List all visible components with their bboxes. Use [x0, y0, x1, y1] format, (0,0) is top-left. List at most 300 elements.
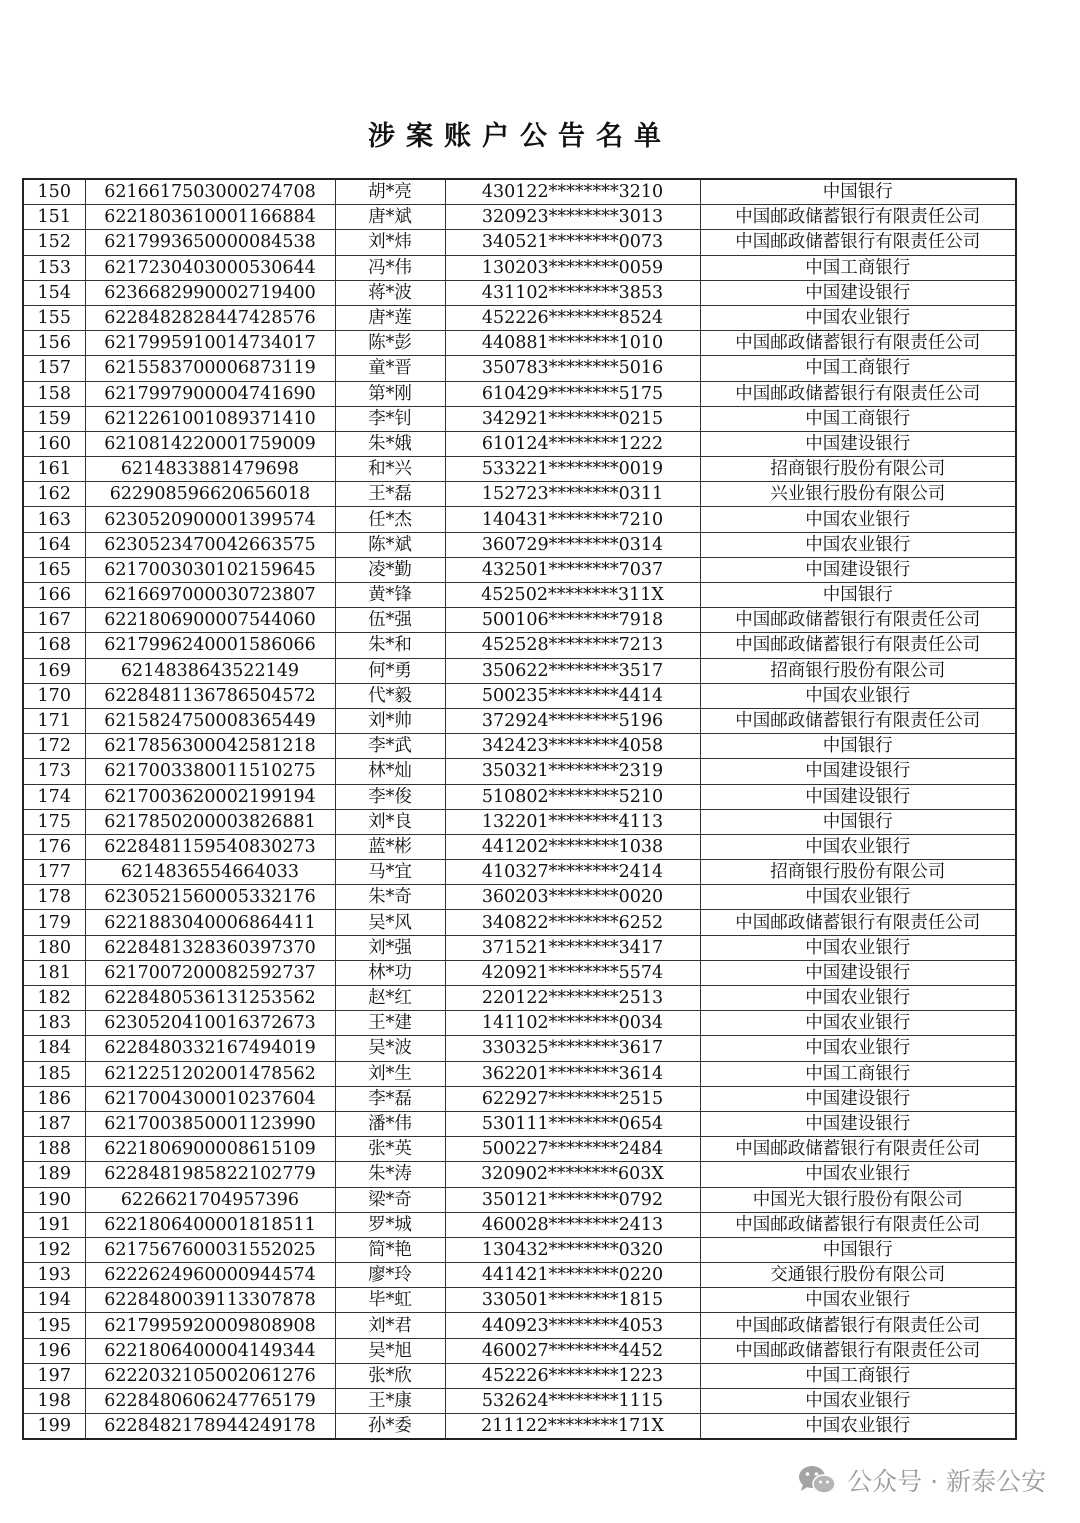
holder-name: 唐*莲	[335, 305, 445, 330]
holder-name: 唐*斌	[335, 205, 445, 230]
row-number: 176	[23, 834, 85, 859]
id-number: 372924********5196	[445, 708, 700, 733]
table-row	[23, 1061, 1016, 1086]
holder-name: 朱*和	[335, 633, 445, 658]
id-number: 360729********0314	[445, 532, 700, 557]
holder-name: 任*杰	[335, 507, 445, 532]
watermark	[797, 1460, 1046, 1500]
row-number: 159	[23, 406, 85, 431]
account-number: 6230520900001399574	[85, 507, 335, 532]
holder-name: 马*宜	[335, 860, 445, 885]
bank-name: 中国建设银行	[700, 1111, 1016, 1136]
table-row	[23, 280, 1016, 305]
bank-name: 中国邮政储蓄银行有限责任公司	[700, 608, 1016, 633]
account-number: 6217567600031552025	[85, 1237, 335, 1262]
holder-name: 简*艳	[335, 1237, 445, 1262]
row-number: 194	[23, 1288, 85, 1313]
id-number: 330325********3617	[445, 1036, 700, 1061]
id-number: 610124********1222	[445, 431, 700, 456]
id-number: 452528********7213	[445, 633, 700, 658]
bank-name: 中国农业银行	[700, 507, 1016, 532]
table-row	[23, 1263, 1016, 1288]
account-number: 6217004300010237604	[85, 1086, 335, 1111]
table-row	[23, 457, 1016, 482]
table-row	[23, 482, 1016, 507]
table-row	[23, 381, 1016, 406]
bank-name: 中国建设银行	[700, 280, 1016, 305]
bank-name: 中国建设银行	[700, 431, 1016, 456]
bank-name: 交通银行股份有限公司	[700, 1263, 1016, 1288]
holder-name: 潘*伟	[335, 1111, 445, 1136]
id-number: 130203********0059	[445, 255, 700, 280]
id-number: 132201********4113	[445, 809, 700, 834]
id-number: 342423********4058	[445, 734, 700, 759]
bank-name: 中国工商银行	[700, 1363, 1016, 1388]
id-number: 340822********6252	[445, 910, 700, 935]
row-number: 152	[23, 230, 85, 255]
holder-name: 朱*娥	[335, 431, 445, 456]
account-number: 6228481985822102779	[85, 1162, 335, 1187]
bank-name: 中国银行	[700, 179, 1016, 205]
holder-name: 林*功	[335, 960, 445, 985]
table-row	[23, 1137, 1016, 1162]
holder-name: 吴*旭	[335, 1338, 445, 1363]
account-number: 622908596620656018	[85, 482, 335, 507]
account-number: 6228480536131253562	[85, 986, 335, 1011]
id-number: 320902********603X	[445, 1162, 700, 1187]
bank-name: 中国建设银行	[700, 784, 1016, 809]
row-number: 155	[23, 305, 85, 330]
bank-name: 中国邮政储蓄银行有限责任公司	[700, 1212, 1016, 1237]
table-row	[23, 834, 1016, 859]
bank-name: 中国农业银行	[700, 1288, 1016, 1313]
account-number: 6217995920009808908	[85, 1313, 335, 1338]
id-number: 432501********7037	[445, 557, 700, 582]
table-row	[23, 885, 1016, 910]
row-number: 162	[23, 482, 85, 507]
bank-name: 中国农业银行	[700, 1011, 1016, 1036]
account-number: 6214836554664033	[85, 860, 335, 885]
bank-name: 招商银行股份有限公司	[700, 860, 1016, 885]
table-row	[23, 532, 1016, 557]
row-number: 174	[23, 784, 85, 809]
bank-name: 中国农业银行	[700, 532, 1016, 557]
row-number: 153	[23, 255, 85, 280]
table-row	[23, 1338, 1016, 1363]
bank-name: 中国工商银行	[700, 356, 1016, 381]
row-number: 157	[23, 356, 85, 381]
account-number: 6222624960000944574	[85, 1263, 335, 1288]
account-number: 6217996240001586066	[85, 633, 335, 658]
row-number: 150	[23, 179, 85, 205]
account-number: 6210814220001759009	[85, 431, 335, 456]
row-number: 195	[23, 1313, 85, 1338]
table-row	[23, 1313, 1016, 1338]
account-number: 6228482828447428576	[85, 305, 335, 330]
account-number: 6217230403000530644	[85, 255, 335, 280]
table-row	[23, 179, 1016, 205]
account-number: 6216697000030723807	[85, 583, 335, 608]
table-row	[23, 1288, 1016, 1313]
holder-name: 林*灿	[335, 759, 445, 784]
table-row	[23, 331, 1016, 356]
row-number: 180	[23, 935, 85, 960]
row-number: 158	[23, 381, 85, 406]
id-number: 510802********5210	[445, 784, 700, 809]
bank-name: 中国农业银行	[700, 935, 1016, 960]
account-number: 6217856300042581218	[85, 734, 335, 759]
account-number: 6226621704957396	[85, 1187, 335, 1212]
id-number: 362201********3614	[445, 1061, 700, 1086]
account-number: 6221883040006864411	[85, 910, 335, 935]
id-number: 440881********1010	[445, 331, 700, 356]
holder-name: 朱*涛	[335, 1162, 445, 1187]
bank-name: 中国邮政储蓄银行有限责任公司	[700, 205, 1016, 230]
id-number: 130432********0320	[445, 1237, 700, 1262]
holder-name: 刘*炜	[335, 230, 445, 255]
holder-name: 李*磊	[335, 1086, 445, 1111]
table-row	[23, 633, 1016, 658]
row-number: 168	[23, 633, 85, 658]
bank-name: 中国农业银行	[700, 885, 1016, 910]
bank-name: 中国建设银行	[700, 1086, 1016, 1111]
id-number: 360203********0020	[445, 885, 700, 910]
row-number: 161	[23, 457, 85, 482]
row-number: 166	[23, 583, 85, 608]
holder-name: 和*兴	[335, 457, 445, 482]
account-number: 6228480606247765179	[85, 1389, 335, 1414]
holder-name: 罗*城	[335, 1212, 445, 1237]
account-number: 6217003850001123990	[85, 1111, 335, 1136]
table-row	[23, 960, 1016, 985]
holder-name: 代*毅	[335, 683, 445, 708]
table-row	[23, 1187, 1016, 1212]
id-number: 460028********2413	[445, 1212, 700, 1237]
account-number: 6217003380011510275	[85, 759, 335, 784]
row-number: 189	[23, 1162, 85, 1187]
row-number: 171	[23, 708, 85, 733]
bank-name: 中国农业银行	[700, 683, 1016, 708]
row-number: 177	[23, 860, 85, 885]
table-row	[23, 205, 1016, 230]
holder-name: 刘*良	[335, 809, 445, 834]
id-number: 452502********311X	[445, 583, 700, 608]
row-number: 186	[23, 1086, 85, 1111]
table-row	[23, 1162, 1016, 1187]
holder-name: 刘*帅	[335, 708, 445, 733]
accounts-table	[22, 178, 1017, 1440]
bank-name: 中国农业银行	[700, 1414, 1016, 1440]
id-number: 350622********3517	[445, 658, 700, 683]
account-number: 6221806400004149344	[85, 1338, 335, 1363]
id-number: 340521********0073	[445, 230, 700, 255]
table-row	[23, 1414, 1016, 1440]
row-number: 163	[23, 507, 85, 532]
row-number: 182	[23, 986, 85, 1011]
id-number: 533221********0019	[445, 457, 700, 482]
id-number: 140431********7210	[445, 507, 700, 532]
bank-name: 中国工商银行	[700, 1061, 1016, 1086]
holder-name: 蒋*波	[335, 280, 445, 305]
id-number: 430122********3210	[445, 179, 700, 205]
row-number: 169	[23, 658, 85, 683]
bank-name: 中国建设银行	[700, 960, 1016, 985]
row-number: 170	[23, 683, 85, 708]
holder-name: 王*建	[335, 1011, 445, 1036]
table-row	[23, 683, 1016, 708]
account-number: 6212251202001478562	[85, 1061, 335, 1086]
account-number: 6217993650000084538	[85, 230, 335, 255]
holder-name: 吴*风	[335, 910, 445, 935]
row-number: 164	[23, 532, 85, 557]
account-number: 6217003030102159645	[85, 557, 335, 582]
id-number: 440923********4053	[445, 1313, 700, 1338]
bank-name: 招商银行股份有限公司	[700, 658, 1016, 683]
row-number: 181	[23, 960, 85, 985]
table-row	[23, 1111, 1016, 1136]
account-number: 6221803610001166884	[85, 205, 335, 230]
account-number: 6230521560005332176	[85, 885, 335, 910]
bank-name: 中国建设银行	[700, 759, 1016, 784]
table-row	[23, 1389, 1016, 1414]
id-number: 420921********5574	[445, 960, 700, 985]
bank-name: 中国农业银行	[700, 1036, 1016, 1061]
id-number: 452226********1223	[445, 1363, 700, 1388]
table-row	[23, 1011, 1016, 1036]
row-number: 173	[23, 759, 85, 784]
bank-name: 中国银行	[700, 809, 1016, 834]
row-number: 199	[23, 1414, 85, 1440]
id-number: 211122********171X	[445, 1414, 700, 1440]
table-row	[23, 1363, 1016, 1388]
row-number: 198	[23, 1389, 85, 1414]
account-number: 6212261001089371410	[85, 406, 335, 431]
holder-name: 孙*委	[335, 1414, 445, 1440]
table-row	[23, 986, 1016, 1011]
id-number: 532624********1115	[445, 1389, 700, 1414]
table-row	[23, 910, 1016, 935]
row-number: 187	[23, 1111, 85, 1136]
account-number: 6217995910014734017	[85, 331, 335, 356]
id-number: 441421********0220	[445, 1263, 700, 1288]
id-number: 530111********0654	[445, 1111, 700, 1136]
table-row	[23, 860, 1016, 885]
row-number: 197	[23, 1363, 85, 1388]
account-number: 6215824750008365449	[85, 708, 335, 733]
bank-name: 中国工商银行	[700, 406, 1016, 431]
holder-name: 冯*伟	[335, 255, 445, 280]
id-number: 500106********7918	[445, 608, 700, 633]
table-row	[23, 809, 1016, 834]
id-number: 141102********0034	[445, 1011, 700, 1036]
holder-name: 赵*红	[335, 986, 445, 1011]
bank-name: 中国银行	[700, 583, 1016, 608]
bank-name: 中国工商银行	[700, 255, 1016, 280]
account-number: 6217007200082592737	[85, 960, 335, 985]
table-row	[23, 305, 1016, 330]
row-number: 183	[23, 1011, 85, 1036]
bank-name: 中国银行	[700, 1237, 1016, 1262]
row-number: 196	[23, 1338, 85, 1363]
id-number: 320923********3013	[445, 205, 700, 230]
holder-name: 陈*斌	[335, 532, 445, 557]
id-number: 350121********0792	[445, 1187, 700, 1212]
holder-name: 朱*奇	[335, 885, 445, 910]
row-number: 179	[23, 910, 85, 935]
accounts-table-body	[23, 179, 1016, 1439]
account-number: 6222032105002061276	[85, 1363, 335, 1388]
table-row	[23, 1086, 1016, 1111]
bank-name: 中国邮政储蓄银行有限责任公司	[700, 1313, 1016, 1338]
holder-name: 毕*虹	[335, 1288, 445, 1313]
row-number: 167	[23, 608, 85, 633]
table-row	[23, 759, 1016, 784]
bank-name: 中国建设银行	[700, 557, 1016, 582]
holder-name: 张*英	[335, 1137, 445, 1162]
table-row	[23, 557, 1016, 582]
holder-name: 何*勇	[335, 658, 445, 683]
id-number: 460027********4452	[445, 1338, 700, 1363]
table-row	[23, 356, 1016, 381]
row-number: 184	[23, 1036, 85, 1061]
table-row	[23, 608, 1016, 633]
account-number: 6215583700006873119	[85, 356, 335, 381]
account-number: 6214838643522149	[85, 658, 335, 683]
watermark-text: 公众号 · 新泰公安	[847, 1467, 1046, 1496]
holder-name: 陈*彭	[335, 331, 445, 356]
account-number: 6221806900008615109	[85, 1137, 335, 1162]
account-number: 6228481136786504572	[85, 683, 335, 708]
table-row	[23, 230, 1016, 255]
holder-name: 李*钊	[335, 406, 445, 431]
id-number: 441202********1038	[445, 834, 700, 859]
table-row	[23, 406, 1016, 431]
table-row	[23, 1212, 1016, 1237]
account-number: 6217003620002199194	[85, 784, 335, 809]
id-number: 431102********3853	[445, 280, 700, 305]
account-number: 6230520410016372673	[85, 1011, 335, 1036]
bank-name: 中国银行	[700, 734, 1016, 759]
bank-name: 招商银行股份有限公司	[700, 457, 1016, 482]
id-number: 500235********4414	[445, 683, 700, 708]
id-number: 410327********2414	[445, 860, 700, 885]
bank-name: 中国邮政储蓄银行有限责任公司	[700, 708, 1016, 733]
id-number: 342921********0215	[445, 406, 700, 431]
table-row	[23, 734, 1016, 759]
bank-name: 中国邮政储蓄银行有限责任公司	[700, 381, 1016, 406]
holder-name: 王*康	[335, 1389, 445, 1414]
holder-name: 廖*玲	[335, 1263, 445, 1288]
bank-name: 中国邮政储蓄银行有限责任公司	[700, 331, 1016, 356]
holder-name: 吴*波	[335, 1036, 445, 1061]
holder-name: 张*欣	[335, 1363, 445, 1388]
row-number: 160	[23, 431, 85, 456]
id-number: 500227********2484	[445, 1137, 700, 1162]
id-number: 350321********2319	[445, 759, 700, 784]
holder-name: 胡*亮	[335, 179, 445, 205]
row-number: 156	[23, 331, 85, 356]
bank-name: 中国农业银行	[700, 305, 1016, 330]
bank-name: 中国农业银行	[700, 834, 1016, 859]
bank-name: 中国农业银行	[700, 986, 1016, 1011]
row-number: 185	[23, 1061, 85, 1086]
bank-name: 中国农业银行	[700, 1389, 1016, 1414]
row-number: 165	[23, 557, 85, 582]
page-title: 涉案账户公告名单	[368, 121, 672, 152]
table-row	[23, 1036, 1016, 1061]
account-number: 6216617503000274708	[85, 179, 335, 205]
account-number: 6236682990002719400	[85, 280, 335, 305]
account-number: 6230523470042663575	[85, 532, 335, 557]
holder-name: 刘*生	[335, 1061, 445, 1086]
account-number: 6228481328360397370	[85, 935, 335, 960]
holder-name: 梁*奇	[335, 1187, 445, 1212]
row-number: 172	[23, 734, 85, 759]
table-row	[23, 935, 1016, 960]
row-number: 193	[23, 1263, 85, 1288]
id-number: 371521********3417	[445, 935, 700, 960]
account-number: 6214833881479698	[85, 457, 335, 482]
account-number: 6221806900007544060	[85, 608, 335, 633]
id-number: 452226********8524	[445, 305, 700, 330]
row-number: 188	[23, 1137, 85, 1162]
table-row	[23, 507, 1016, 532]
bank-name: 兴业银行股份有限公司	[700, 482, 1016, 507]
account-number: 6221806400001818511	[85, 1212, 335, 1237]
account-number: 6217850200003826881	[85, 809, 335, 834]
account-number: 6228480039113307878	[85, 1288, 335, 1313]
row-number: 190	[23, 1187, 85, 1212]
id-number: 152723********0311	[445, 482, 700, 507]
bank-name: 中国农业银行	[700, 1162, 1016, 1187]
holder-name: 李*武	[335, 734, 445, 759]
holder-name: 童*晋	[335, 356, 445, 381]
bank-name: 中国邮政储蓄银行有限责任公司	[700, 230, 1016, 255]
holder-name: 黄*锋	[335, 583, 445, 608]
table-row	[23, 255, 1016, 280]
holder-name: 第*刚	[335, 381, 445, 406]
id-number: 350783********5016	[445, 356, 700, 381]
bank-name: 中国邮政储蓄银行有限责任公司	[700, 910, 1016, 935]
row-number: 175	[23, 809, 85, 834]
row-number: 151	[23, 205, 85, 230]
holder-name: 凌*勤	[335, 557, 445, 582]
table-row	[23, 658, 1016, 683]
id-number: 330501********1815	[445, 1288, 700, 1313]
holder-name: 蓝*彬	[335, 834, 445, 859]
id-number: 220122********2513	[445, 986, 700, 1011]
holder-name: 刘*君	[335, 1313, 445, 1338]
holder-name: 刘*强	[335, 935, 445, 960]
id-number: 610429********5175	[445, 381, 700, 406]
holder-name: 王*磊	[335, 482, 445, 507]
holder-name: 伍*强	[335, 608, 445, 633]
bank-name: 中国邮政储蓄银行有限责任公司	[700, 1137, 1016, 1162]
holder-name: 李*俊	[335, 784, 445, 809]
account-number: 6228482178944249178	[85, 1414, 335, 1440]
table-row	[23, 431, 1016, 456]
wechat-icon	[797, 1464, 837, 1496]
bank-name: 中国邮政储蓄银行有限责任公司	[700, 1338, 1016, 1363]
row-number: 154	[23, 280, 85, 305]
table-row	[23, 1237, 1016, 1262]
bank-name: 中国邮政储蓄银行有限责任公司	[700, 633, 1016, 658]
row-number: 178	[23, 885, 85, 910]
table-row	[23, 784, 1016, 809]
bank-name: 中国光大银行股份有限公司	[700, 1187, 1016, 1212]
row-number: 192	[23, 1237, 85, 1262]
id-number: 622927********2515	[445, 1086, 700, 1111]
